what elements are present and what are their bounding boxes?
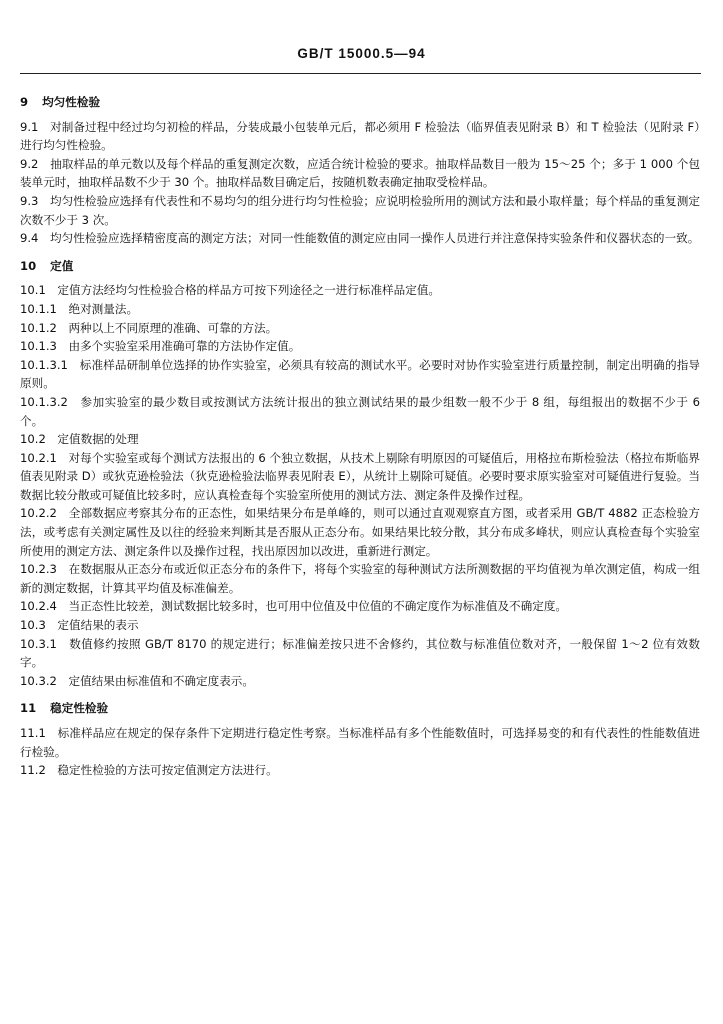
section-heading: [20, 93, 700, 112]
section-number: 11: [20, 701, 37, 716]
clause-paragraph: 10.3.2 定值结果由标准值和不确定度表示。: [20, 673, 254, 688]
section-heading: [20, 257, 700, 276]
clause-paragraph: 9.3 均匀性检验应选择有代表性和不易均匀的组分进行均匀性检验；应说明检验所用的测试方法和最小取样量；每个样品的重复测定次数不少于 3 次。: [20, 193, 700, 227]
section-heading: [20, 699, 700, 718]
header-rule: [20, 73, 701, 74]
clause-paragraph: 10.1.1 绝对测量法。: [20, 301, 139, 316]
page-header: GB/T 15000.5—94: [297, 46, 426, 61]
section-number: 9: [20, 95, 29, 109]
section-title: 定值: [50, 258, 74, 273]
clause-paragraph: 11.1 标准样品应在规定的保存条件下定期进行稳定性考察。当标准样品有多个性能数值时，可选择易变的和有代表性的性能数值进行检验。: [20, 726, 700, 759]
clause-paragraph: 10.2.1 对每个实验室或每个测试方法报出的 6 个独立数据，从技术上剔除有明原因的可疑值后，用格拉布斯检验法（格拉布斯临界值表见附录 D）或狄克逊检验法（狄克逊检验法临界表见附表 E），从统计上剔除可疑值。必要时要求原实验室对可疑值进行复验。当数据比较分散或可疑值比较多时，应认真检查每个实验室所使用的测试方法、测定条件及操作过程。: [20, 450, 700, 502]
clause-paragraph: 10.1 定值方法经均匀性检验合格的样品方可按下列途径之一进行标准样品定值。: [20, 283, 441, 298]
document-body: [20, 84, 700, 780]
section-number: 10: [20, 258, 37, 273]
clause-paragraph: 10.2.2 全部数据应考察其分布的正态性，如果结果分布是单峰的，则可以通过直观观察直方图，或者采用 GB/T 4882 正态检验方法，或考虑有关测定属性及以往的经验来判断其是否服从正态分布。如果结果比较分散，其分布成多峰状，则应认真检查每个实验室所使用的测定方法、测定条件以及操作过程，找出原因加以改进，重新进行测定。: [20, 506, 700, 558]
clause-paragraph: 10.1.3.1 标准样品研制单位选择的协作实验室，必须具有较高的测试水平。必要时对协作实验室进行质量控制，制定出明确的指导原则。: [20, 357, 700, 391]
clause-paragraph: 9.4 均匀性检验应选择精密度高的测定方法；对同一性能数值的测定应由同一操作人员进行并注意保持实验条件和仪器状态的一致。: [20, 231, 700, 246]
clause-paragraph: 10.3 定值结果的表示: [20, 618, 139, 633]
clause-paragraph: 10.3.1 数值修约按照 GB/T 8170 的规定进行；标准偏差按只进不舍修约，其位数与标准值位数对齐，一般保留 1～2 位有效数字。: [20, 636, 700, 670]
clause-paragraph: 9.2 抽取样品的单元数以及每个样品的重复测定次数，应适合统计检验的要求。抽取样品数目一般为 15～25 个；多于 1 000 个包装单元时，抽取样品数不少于 30 个。抽取样品数目确定后，按随机数表确定抽取受检样品。: [20, 156, 700, 190]
clause-paragraph: 9.1 对制备过程中经过均匀初检的样品，分装成最小包装单元后，都必须用 F 检验法（临界值表见附录 B）和 T 检验法（见附录 F）进行均匀性检验。: [20, 119, 700, 153]
clause-paragraph: 11.2 稳定性检验的方法可按定值测定方法进行。: [20, 763, 278, 778]
clause-paragraph: 10.1.3.2 参加实验室的最少数目或按测试方法统计报出的独立测试结果的最少组数一般不少于 8 组，每组报出的数据不少于 6 个。: [20, 394, 700, 428]
clause-paragraph: 10.1.2 两种以上不同原理的准确、可靠的方法。: [20, 320, 278, 335]
section-title: 稳定性检验: [50, 701, 109, 716]
clause-paragraph: 10.1.3 由多个实验室采用准确可靠的方法协作定值。: [20, 339, 301, 354]
clause-paragraph: 10.2.4 当正态性比较差，测试数据比较多时，也可用中位值及中位值的不确定度作为标准值及不确定度。: [20, 599, 568, 614]
section-title: 均匀性检验: [42, 95, 101, 109]
clause-paragraph: 10.2.3 在数据服从正态分布或近似正态分布的条件下，将每个实验室的每种测试方法所测数据的平均值视为单次测定值，构成一组新的测定数据，计算其平均值及标准偏差。: [20, 562, 700, 595]
clause-paragraph: 10.2 定值数据的处理: [20, 432, 139, 447]
